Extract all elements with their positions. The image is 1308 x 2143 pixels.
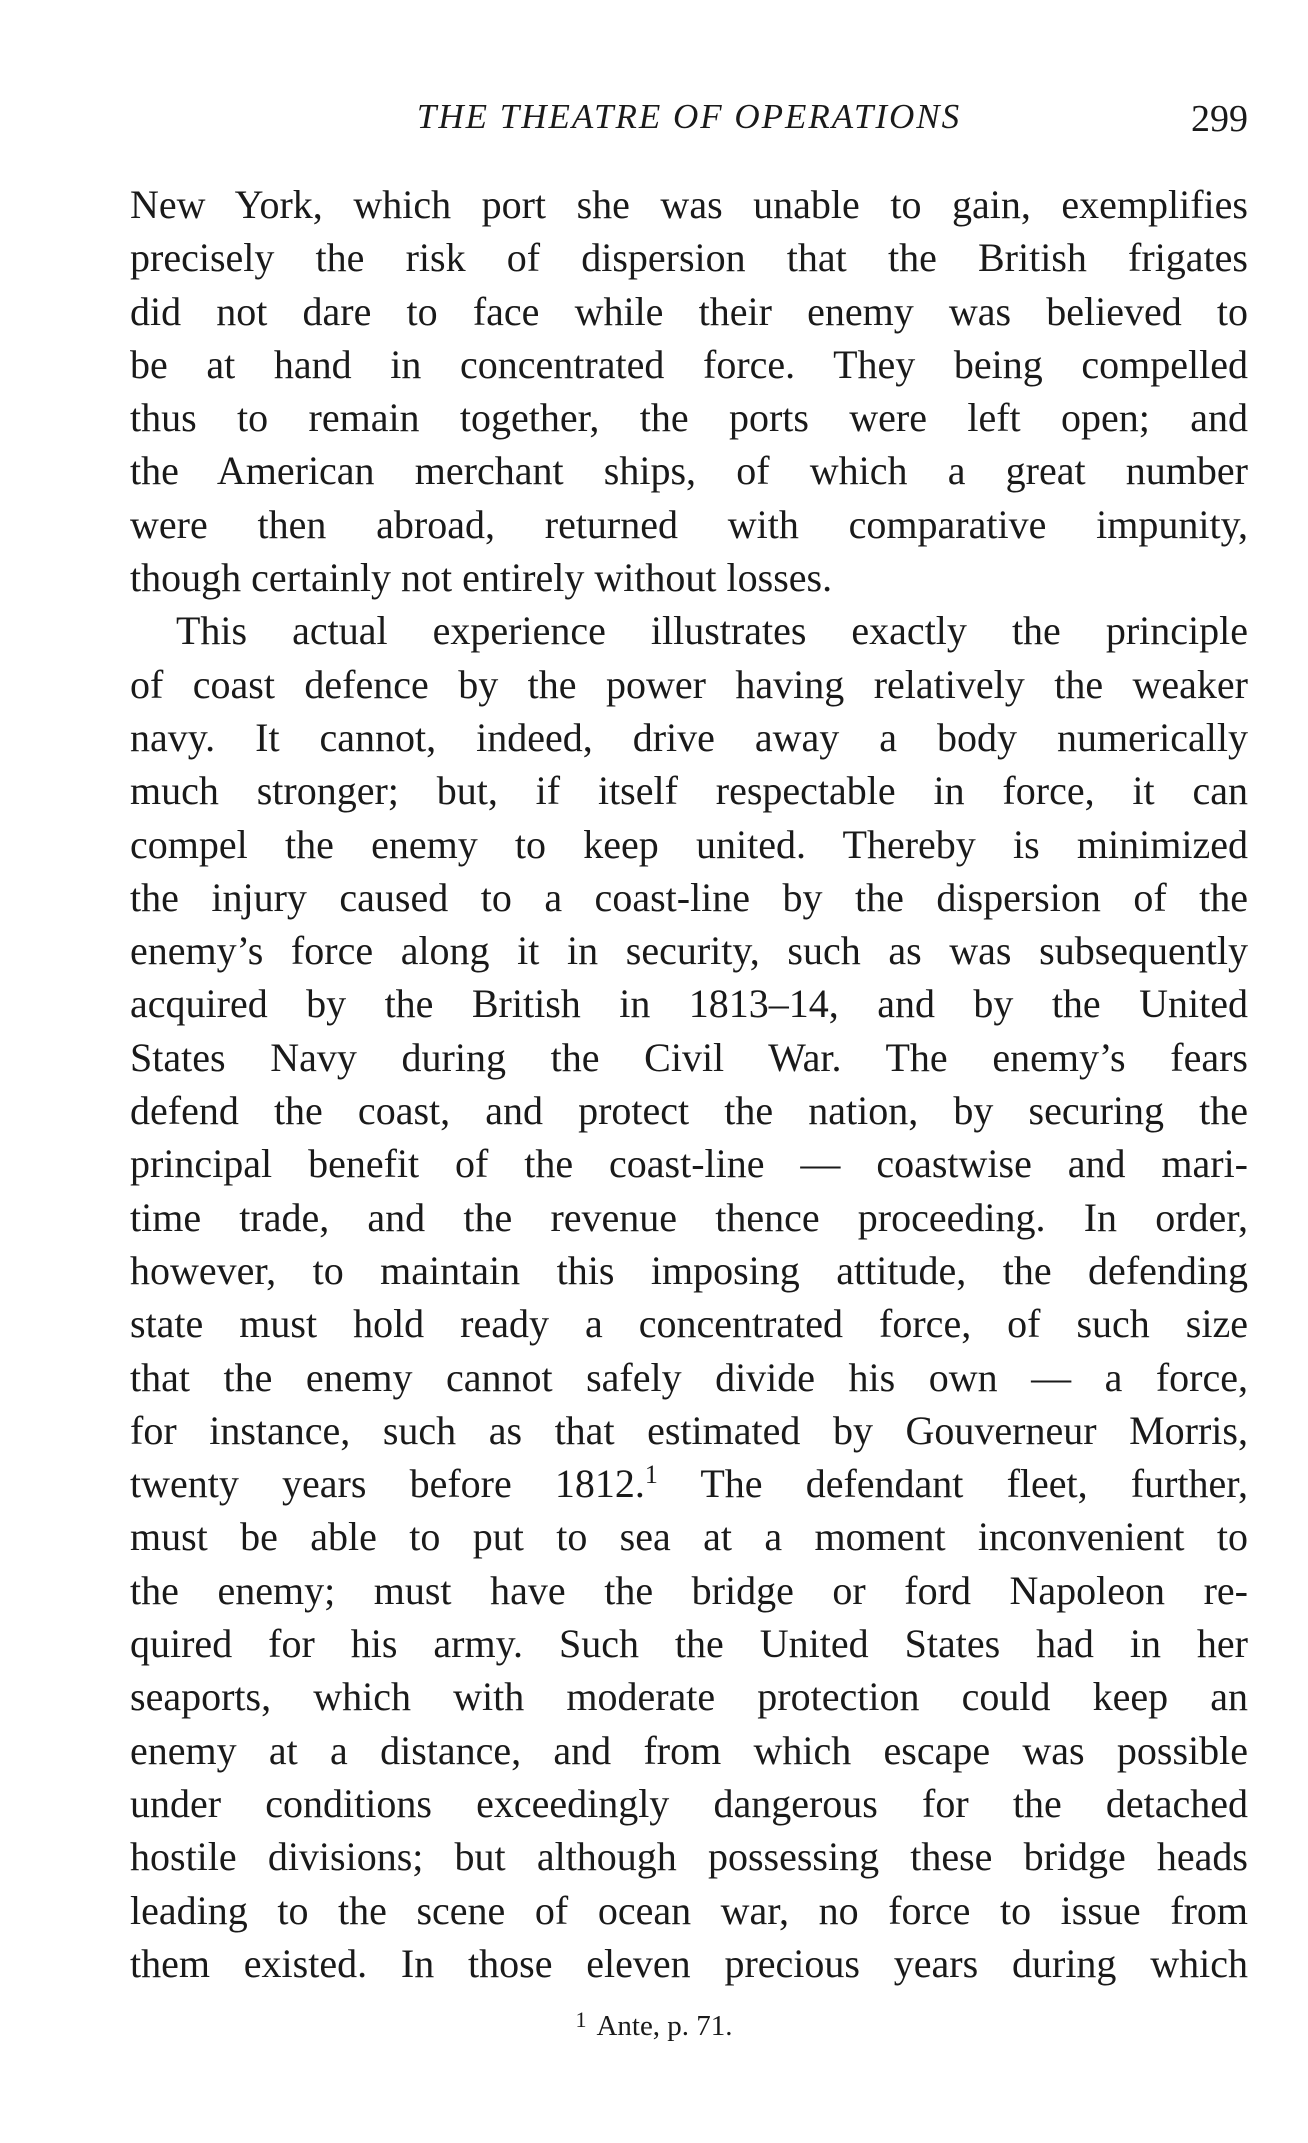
text-line: acquired by the British in 1813–14, and by the United bbox=[130, 981, 1248, 1027]
text-line: principal benefit of the coast-line — coastwise and mari- bbox=[130, 1141, 1248, 1187]
text-line: be at hand in concentrated force. They being compelled bbox=[130, 341, 1248, 387]
text-line: the enemy; must have the bridge or ford Napoleon re- bbox=[130, 1567, 1248, 1613]
text-line: much stronger; but, if itself respectable in force, it can bbox=[130, 768, 1248, 814]
running-head bbox=[130, 92, 1248, 142]
text-line: States Navy during the Civil War. The enemy’s fears bbox=[130, 1034, 1248, 1080]
text-line: New York, which port she was unable to gain, exemplifies bbox=[130, 182, 1248, 227]
text-line: were then abroad, returned with comparative impunity, bbox=[130, 501, 1248, 547]
text-line-with-footnote bbox=[130, 1457, 1248, 1510]
text-line: quired for his army. Such the United States had in her bbox=[130, 1621, 1248, 1667]
text-line: leading to the scene of ocean war, no force to issue from bbox=[130, 1887, 1248, 1933]
text-segment: The defendant fleet, further, bbox=[700, 1461, 1248, 1507]
footnote-text: Ante, p. 71. bbox=[596, 2010, 733, 2042]
text-line: that the enemy cannot safely divide his own — a force, bbox=[130, 1354, 1248, 1400]
text-line: however, to maintain this imposing attitude, the defending bbox=[130, 1247, 1248, 1293]
text-line: compel the enemy to keep united. Thereby is minimized bbox=[130, 821, 1248, 867]
text-line: defend the coast, and protect the nation, by securing the bbox=[130, 1088, 1248, 1134]
footnote bbox=[0, 2000, 1308, 2046]
running-title: THE THEATRE OF OPERATIONS bbox=[416, 97, 962, 136]
text-segment: twenty years before 1812. bbox=[130, 1461, 645, 1507]
text-line: of coast defence by the power having relatively the weaker bbox=[130, 661, 1248, 707]
text-line: for instance, such as that estimated by Gouverneur Morris, bbox=[130, 1407, 1248, 1453]
text-line: hostile divisions; but although possessing these bridge heads bbox=[130, 1834, 1248, 1880]
footnote-number: 1 bbox=[575, 2007, 587, 2032]
text-line: navy. It cannot, indeed, drive away a body numerically bbox=[130, 714, 1248, 760]
text-line: time trade, and the revenue thence proceeding. In order, bbox=[130, 1194, 1248, 1240]
text-line: the American merchant ships, of which a great number bbox=[130, 448, 1248, 494]
text-line: precisely the risk of dispersion that the British frigates bbox=[130, 235, 1248, 281]
page-number: 299 bbox=[1191, 98, 1248, 140]
text-line: state must hold ready a concentrated force, of such size bbox=[130, 1301, 1248, 1347]
footnote-reference[interactable]: 1 bbox=[644, 1460, 658, 1490]
text-line: seaports, which with moderate protection could keep an bbox=[130, 1674, 1248, 1720]
text-line: must be able to put to sea at a moment inconvenient to bbox=[130, 1514, 1248, 1560]
text-line: enemy at a distance, and from which escape was possible bbox=[130, 1727, 1248, 1773]
text-line: This actual experience illustrates exactly the principle bbox=[176, 608, 1248, 654]
text-line: the injury caused to a coast-line by the dispersion of the bbox=[130, 874, 1248, 920]
text-line: enemy’s force along it in security, such as was subsequently bbox=[130, 928, 1248, 974]
text-line: under conditions exceedingly dangerous for the detached bbox=[130, 1780, 1248, 1826]
text-line: them existed. In those eleven precious years during which bbox=[130, 1940, 1248, 1986]
text-line: did not dare to face while their enemy was believed to bbox=[130, 288, 1248, 334]
body-text bbox=[130, 178, 1248, 1990]
text-line: thus to remain together, the ports were left open; and bbox=[130, 395, 1248, 441]
text-line: though certainly not entirely without losses. bbox=[130, 555, 833, 601]
